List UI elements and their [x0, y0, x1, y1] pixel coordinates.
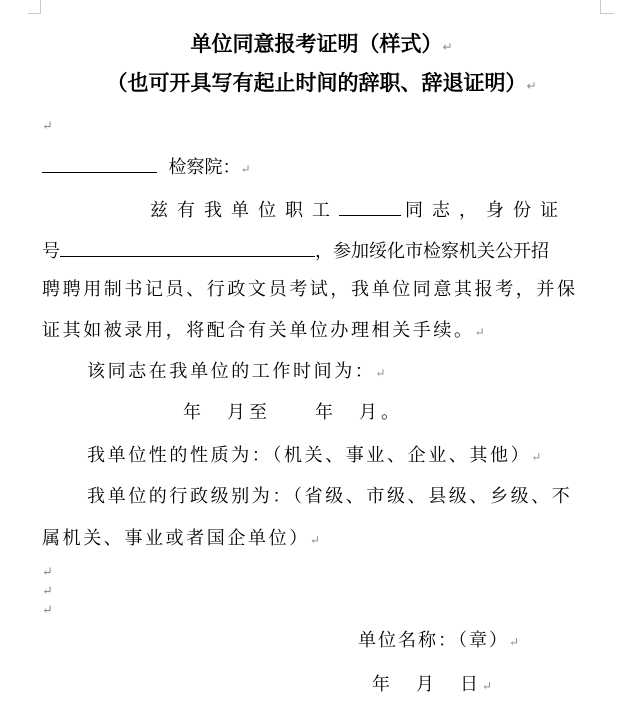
- body-line-7: [87, 444, 544, 469]
- body-text: 该同志在我单位的工作时间为：: [87, 361, 376, 382]
- document-title: [0, 28, 643, 58]
- paragraph-mark-icon: ↵: [526, 79, 537, 93]
- signature-date-line: [372, 673, 496, 698]
- body-line-2: [42, 236, 549, 264]
- body-text: 同志，身份证: [405, 200, 567, 221]
- body-text: 证其如被录用，将配合有关单位办理相关手续。: [42, 320, 475, 341]
- page-corner-mark-top-left-h: [28, 13, 41, 14]
- body-line-3: [42, 278, 578, 302]
- work-period-text: 年 月至 年 月。: [183, 402, 403, 423]
- body-text: 聘聘用制书记员、行政文员考试，我单位同意其报考，并保: [42, 279, 578, 300]
- body-text: 属机关、事业或者国企单位）: [42, 528, 310, 549]
- body-line-4: [42, 319, 487, 344]
- page-corner-mark-top-right: [600, 0, 601, 14]
- paragraph-mark-icon: ↵: [42, 584, 53, 599]
- document-subtitle: [0, 67, 643, 97]
- title-line-1: 单位同意报考证明（样式）: [190, 32, 443, 56]
- employee-name-blank: [339, 195, 401, 216]
- addressee-suffix: 检察院：: [168, 157, 241, 178]
- body-line-8: [87, 485, 572, 509]
- paragraph-mark-icon: ↵: [531, 450, 544, 464]
- body-text: 我单位性的性质为：（机关、事业、企业、其他）: [87, 445, 532, 466]
- paragraph-mark-icon: ↵: [42, 119, 53, 134]
- body-line-9: [42, 527, 322, 552]
- paragraph-mark-icon: ↵: [240, 162, 251, 176]
- body-text: 号: [42, 241, 60, 262]
- body-text: 我单位的行政级别为：（省级、市级、县级、乡级、不: [87, 486, 573, 507]
- paragraph-mark-icon: ↵: [309, 533, 323, 547]
- addressee-line: [42, 152, 251, 181]
- paragraph-mark-icon: ↵: [509, 635, 522, 649]
- signature-unit: 单位名称：（章）: [358, 630, 509, 651]
- body-text: ，参加绥化市检察机关公开招: [315, 241, 549, 262]
- paragraph-mark-icon: ↵: [42, 565, 53, 580]
- title-line-2: （也可开具写有起止时间的辞职、辞退证明）: [106, 71, 527, 95]
- signature-unit-line: [358, 629, 521, 654]
- signature-date: 年 月 日: [372, 674, 482, 695]
- body-line-5: [87, 360, 388, 385]
- work-period-line: [183, 401, 403, 425]
- page-corner-mark-top-left: [40, 0, 41, 14]
- body-text: 兹有我单位职工: [150, 200, 339, 221]
- page-corner-mark-top-right-h: [600, 13, 614, 14]
- paragraph-mark-icon: ↵: [442, 40, 453, 54]
- paragraph-mark-icon: ↵: [474, 325, 488, 339]
- addressee-blank: [42, 152, 157, 173]
- id-number-blank: [60, 236, 315, 257]
- paragraph-mark-icon: ↵: [375, 366, 389, 380]
- paragraph-mark-icon: ↵: [42, 603, 53, 618]
- paragraph-mark-icon: ↵: [482, 679, 497, 693]
- body-line-1: [150, 195, 567, 223]
